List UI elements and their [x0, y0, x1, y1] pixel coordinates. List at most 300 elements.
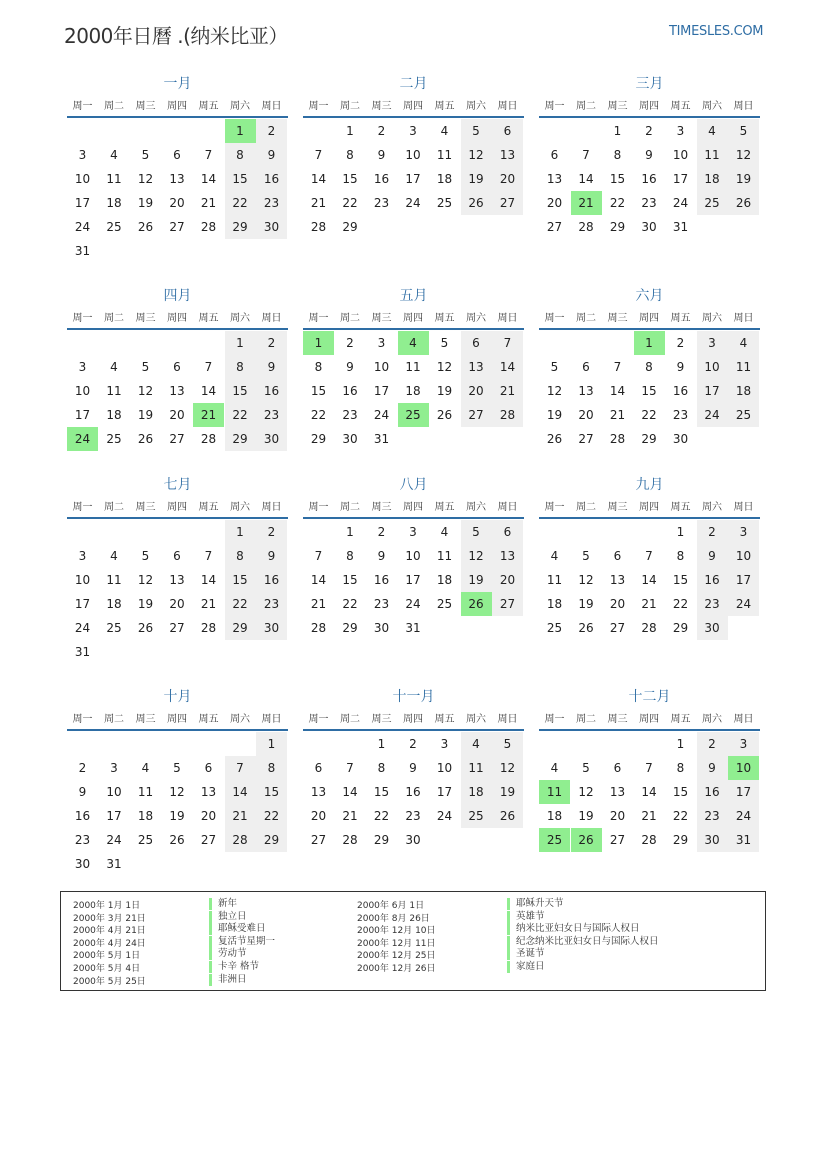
day-cell[interactable]: 14 — [200, 384, 217, 398]
day-cell[interactable]: 24 — [728, 804, 759, 828]
day-cell[interactable]: 26 — [578, 621, 594, 635]
day-cell[interactable]: 29 — [256, 828, 287, 852]
day-cell[interactable]: 11 — [546, 573, 563, 587]
day-cell[interactable]: 2 — [645, 124, 653, 138]
day-cell[interactable]: 14 — [578, 172, 594, 186]
day-cell[interactable]: 9 — [697, 756, 728, 780]
day-cell[interactable]: 18 — [461, 780, 492, 804]
day-cell[interactable]: 28 — [609, 432, 626, 446]
day-cell[interactable]: 15 — [256, 780, 287, 804]
day-cell[interactable]: 13 — [200, 785, 217, 799]
day-cell[interactable]: 5 — [461, 119, 492, 143]
day-cell[interactable]: 27 — [169, 220, 185, 234]
day-cell[interactable]: 16 — [373, 172, 390, 186]
day-cell[interactable]: 13 — [169, 573, 185, 587]
day-cell[interactable]: 10 — [436, 761, 453, 775]
day-cell[interactable]: 15 — [641, 384, 657, 398]
holiday-day-cell[interactable]: 1 — [634, 331, 665, 355]
day-cell[interactable]: 17 — [672, 172, 689, 186]
day-cell[interactable]: 6 — [582, 360, 590, 374]
day-cell[interactable]: 7 — [204, 549, 213, 563]
day-cell[interactable]: 26 — [461, 191, 492, 215]
day-cell[interactable]: 1 — [225, 520, 256, 544]
day-cell[interactable]: 20 — [461, 379, 492, 403]
holiday-day-cell[interactable]: 21 — [193, 403, 224, 427]
day-cell[interactable]: 8 — [346, 148, 354, 162]
day-cell[interactable]: 18 — [436, 573, 453, 587]
day-cell[interactable]: 15 — [609, 172, 626, 186]
day-cell[interactable]: 3 — [728, 732, 759, 756]
day-cell[interactable]: 18 — [137, 809, 154, 823]
day-cell[interactable]: 8 — [377, 761, 386, 775]
day-cell[interactable]: 14 — [609, 384, 626, 398]
day-cell[interactable]: 4 — [440, 124, 449, 138]
day-cell[interactable]: 30 — [342, 432, 358, 446]
day-cell[interactable]: 7 — [314, 148, 323, 162]
day-cell[interactable]: 20 — [609, 597, 626, 611]
day-cell[interactable]: 18 — [106, 196, 122, 210]
day-cell[interactable]: 28 — [310, 220, 327, 234]
day-cell[interactable]: 3 — [409, 124, 417, 138]
day-cell[interactable]: 17 — [728, 568, 759, 592]
day-cell[interactable]: 29 — [225, 616, 256, 640]
holiday-day-cell[interactable]: 26 — [461, 592, 492, 616]
day-cell[interactable]: 6 — [492, 119, 523, 143]
day-cell[interactable]: 24 — [405, 196, 421, 210]
day-cell[interactable]: 3 — [697, 331, 728, 355]
day-cell[interactable]: 4 — [550, 761, 559, 775]
holiday-day-cell[interactable]: 4 — [398, 331, 429, 355]
day-cell[interactable]: 14 — [200, 172, 217, 186]
day-cell[interactable]: 13 — [609, 785, 626, 799]
day-cell[interactable]: 3 — [676, 124, 685, 138]
day-cell[interactable]: 19 — [728, 167, 759, 191]
day-cell[interactable]: 31 — [405, 621, 421, 635]
day-cell[interactable]: 24 — [672, 196, 689, 210]
day-cell[interactable]: 30 — [256, 427, 287, 451]
day-cell[interactable]: 16 — [641, 172, 657, 186]
day-cell[interactable]: 27 — [169, 432, 185, 446]
day-cell[interactable]: 21 — [200, 597, 217, 611]
day-cell[interactable]: 24 — [74, 621, 91, 635]
day-cell[interactable]: 13 — [310, 785, 327, 799]
day-cell[interactable]: 9 — [377, 148, 386, 162]
day-cell[interactable]: 18 — [697, 167, 728, 191]
day-cell[interactable]: 26 — [137, 432, 154, 446]
day-cell[interactable]: 22 — [641, 408, 657, 422]
day-cell[interactable]: 10 — [405, 148, 421, 162]
day-cell[interactable]: 19 — [461, 167, 492, 191]
day-cell[interactable]: 28 — [641, 621, 657, 635]
day-cell[interactable]: 30 — [405, 833, 421, 847]
day-cell[interactable]: 5 — [582, 549, 590, 563]
day-cell[interactable]: 14 — [641, 785, 657, 799]
day-cell[interactable]: 26 — [169, 833, 185, 847]
day-cell[interactable]: 20 — [578, 408, 594, 422]
day-cell[interactable]: 28 — [641, 833, 657, 847]
day-cell[interactable]: 3 — [728, 520, 759, 544]
day-cell[interactable]: 21 — [310, 196, 327, 210]
day-cell[interactable]: 17 — [728, 780, 759, 804]
day-cell[interactable]: 27 — [609, 621, 626, 635]
day-cell[interactable]: 16 — [405, 785, 421, 799]
day-cell[interactable]: 2 — [377, 124, 386, 138]
day-cell[interactable]: 17 — [106, 809, 122, 823]
day-cell[interactable]: 21 — [641, 597, 657, 611]
day-cell[interactable]: 6 — [204, 761, 213, 775]
day-cell[interactable]: 5 — [141, 549, 150, 563]
day-cell[interactable]: 27 — [492, 191, 523, 215]
day-cell[interactable]: 8 — [613, 148, 622, 162]
day-cell[interactable]: 22 — [342, 196, 358, 210]
day-cell[interactable]: 23 — [373, 196, 390, 210]
day-cell[interactable]: 12 — [492, 756, 523, 780]
day-cell[interactable]: 21 — [310, 597, 327, 611]
day-cell[interactable]: 12 — [137, 172, 154, 186]
day-cell[interactable]: 23 — [256, 191, 287, 215]
day-cell[interactable]: 25 — [436, 196, 453, 210]
day-cell[interactable]: 1 — [346, 124, 354, 138]
day-cell[interactable]: 19 — [492, 780, 523, 804]
day-cell[interactable]: 20 — [609, 809, 626, 823]
day-cell[interactable]: 4 — [141, 761, 150, 775]
day-cell[interactable]: 25 — [137, 833, 154, 847]
holiday-day-cell[interactable]: 1 — [225, 119, 256, 143]
day-cell[interactable]: 11 — [461, 756, 492, 780]
day-cell[interactable]: 31 — [672, 220, 689, 234]
day-cell[interactable]: 9 — [256, 143, 287, 167]
day-cell[interactable]: 19 — [461, 568, 492, 592]
day-cell[interactable]: 18 — [405, 384, 421, 398]
day-cell[interactable]: 28 — [492, 403, 523, 427]
day-cell[interactable]: 23 — [373, 597, 390, 611]
day-cell[interactable]: 16 — [74, 809, 91, 823]
day-cell[interactable]: 22 — [609, 196, 626, 210]
holiday-day-cell[interactable]: 24 — [67, 427, 98, 451]
day-cell[interactable]: 17 — [373, 384, 390, 398]
day-cell[interactable]: 15 — [225, 379, 256, 403]
day-cell[interactable]: 16 — [256, 568, 287, 592]
day-cell[interactable]: 26 — [436, 408, 453, 422]
day-cell[interactable]: 9 — [409, 761, 417, 775]
day-cell[interactable]: 8 — [346, 549, 354, 563]
day-cell[interactable]: 16 — [672, 384, 689, 398]
day-cell[interactable]: 18 — [546, 809, 563, 823]
day-cell[interactable]: 21 — [225, 804, 256, 828]
day-cell[interactable]: 12 — [461, 143, 492, 167]
day-cell[interactable]: 18 — [436, 172, 453, 186]
day-cell[interactable]: 20 — [546, 196, 563, 210]
day-cell[interactable]: 16 — [256, 379, 287, 403]
day-cell[interactable]: 2 — [256, 119, 287, 143]
day-cell[interactable]: 7 — [582, 148, 590, 162]
day-cell[interactable]: 5 — [728, 119, 759, 143]
day-cell[interactable]: 16 — [697, 568, 728, 592]
day-cell[interactable]: 23 — [672, 408, 689, 422]
day-cell[interactable]: 27 — [200, 833, 217, 847]
day-cell[interactable]: 19 — [578, 597, 594, 611]
day-cell[interactable]: 4 — [440, 525, 449, 539]
day-cell[interactable]: 12 — [578, 785, 594, 799]
day-cell[interactable]: 24 — [405, 597, 421, 611]
day-cell[interactable]: 22 — [342, 597, 358, 611]
day-cell[interactable]: 23 — [74, 833, 91, 847]
day-cell[interactable]: 31 — [74, 244, 91, 258]
day-cell[interactable]: 25 — [106, 220, 122, 234]
day-cell[interactable]: 11 — [106, 384, 122, 398]
day-cell[interactable]: 1 — [256, 732, 287, 756]
holiday-day-cell[interactable]: 10 — [728, 756, 759, 780]
day-cell[interactable]: 17 — [74, 196, 91, 210]
day-cell[interactable]: 13 — [492, 544, 523, 568]
day-cell[interactable]: 6 — [173, 549, 181, 563]
day-cell[interactable]: 12 — [169, 785, 185, 799]
day-cell[interactable]: 25 — [728, 403, 759, 427]
day-cell[interactable]: 8 — [225, 544, 256, 568]
day-cell[interactable]: 2 — [377, 525, 386, 539]
day-cell[interactable]: 10 — [74, 384, 91, 398]
day-cell[interactable]: 18 — [106, 597, 122, 611]
day-cell[interactable]: 5 — [141, 360, 150, 374]
day-cell[interactable]: 24 — [728, 592, 759, 616]
day-cell[interactable]: 2 — [256, 520, 287, 544]
day-cell[interactable]: 25 — [106, 432, 122, 446]
day-cell[interactable]: 10 — [728, 544, 759, 568]
day-cell[interactable]: 19 — [137, 597, 154, 611]
day-cell[interactable]: 17 — [697, 379, 728, 403]
day-cell[interactable]: 4 — [550, 549, 559, 563]
day-cell[interactable]: 20 — [169, 597, 185, 611]
day-cell[interactable]: 30 — [697, 828, 728, 852]
day-cell[interactable]: 12 — [728, 143, 759, 167]
day-cell[interactable]: 19 — [578, 809, 594, 823]
day-cell[interactable]: 7 — [645, 761, 653, 775]
day-cell[interactable]: 8 — [314, 360, 323, 374]
day-cell[interactable]: 14 — [200, 573, 217, 587]
day-cell[interactable]: 22 — [310, 408, 327, 422]
day-cell[interactable]: 26 — [492, 804, 523, 828]
day-cell[interactable]: 6 — [314, 761, 323, 775]
day-cell[interactable]: 6 — [461, 331, 492, 355]
day-cell[interactable]: 1 — [346, 525, 354, 539]
day-cell[interactable]: 25 — [546, 621, 563, 635]
day-cell[interactable]: 29 — [225, 215, 256, 239]
day-cell[interactable]: 29 — [641, 432, 657, 446]
day-cell[interactable]: 24 — [697, 403, 728, 427]
day-cell[interactable]: 23 — [256, 592, 287, 616]
day-cell[interactable]: 12 — [461, 544, 492, 568]
day-cell[interactable]: 5 — [461, 520, 492, 544]
day-cell[interactable]: 30 — [256, 616, 287, 640]
day-cell[interactable]: 28 — [578, 220, 594, 234]
day-cell[interactable]: 11 — [405, 360, 421, 374]
day-cell[interactable]: 19 — [436, 384, 453, 398]
day-cell[interactable]: 10 — [697, 355, 728, 379]
day-cell[interactable]: 29 — [342, 220, 358, 234]
day-cell[interactable]: 27 — [492, 592, 523, 616]
day-cell[interactable]: 13 — [546, 172, 563, 186]
day-cell[interactable]: 20 — [200, 809, 217, 823]
day-cell[interactable]: 24 — [436, 809, 453, 823]
day-cell[interactable]: 20 — [169, 408, 185, 422]
day-cell[interactable]: 6 — [173, 360, 181, 374]
day-cell[interactable]: 22 — [672, 809, 689, 823]
day-cell[interactable]: 22 — [225, 592, 256, 616]
day-cell[interactable]: 13 — [169, 384, 185, 398]
day-cell[interactable]: 20 — [310, 809, 327, 823]
day-cell[interactable]: 11 — [436, 549, 453, 563]
day-cell[interactable]: 19 — [169, 809, 185, 823]
day-cell[interactable]: 22 — [225, 403, 256, 427]
day-cell[interactable]: 14 — [310, 573, 327, 587]
day-cell[interactable]: 27 — [546, 220, 563, 234]
day-cell[interactable]: 8 — [256, 756, 287, 780]
day-cell[interactable]: 13 — [492, 143, 523, 167]
day-cell[interactable]: 22 — [225, 191, 256, 215]
day-cell[interactable]: 22 — [672, 597, 689, 611]
day-cell[interactable]: 23 — [405, 809, 421, 823]
day-cell[interactable]: 30 — [641, 220, 657, 234]
day-cell[interactable]: 5 — [550, 360, 559, 374]
day-cell[interactable]: 30 — [672, 432, 689, 446]
day-cell[interactable]: 17 — [74, 408, 91, 422]
day-cell[interactable]: 9 — [645, 148, 653, 162]
day-cell[interactable]: 10 — [405, 549, 421, 563]
day-cell[interactable]: 3 — [78, 148, 87, 162]
day-cell[interactable]: 4 — [110, 148, 118, 162]
day-cell[interactable]: 6 — [613, 549, 622, 563]
day-cell[interactable]: 2 — [676, 336, 685, 350]
day-cell[interactable]: 9 — [377, 549, 386, 563]
day-cell[interactable]: 28 — [310, 621, 327, 635]
day-cell[interactable]: 26 — [137, 220, 154, 234]
day-cell[interactable]: 1 — [377, 737, 386, 751]
day-cell[interactable]: 8 — [645, 360, 653, 374]
site-logo[interactable]: TIMESLES.COM — [669, 24, 764, 39]
day-cell[interactable]: 24 — [106, 833, 122, 847]
day-cell[interactable]: 7 — [346, 761, 354, 775]
day-cell[interactable]: 4 — [110, 360, 118, 374]
day-cell[interactable]: 16 — [697, 780, 728, 804]
day-cell[interactable]: 30 — [256, 215, 287, 239]
day-cell[interactable]: 2 — [697, 520, 728, 544]
day-cell[interactable]: 11 — [106, 573, 122, 587]
day-cell[interactable]: 28 — [200, 621, 217, 635]
day-cell[interactable]: 14 — [225, 780, 256, 804]
day-cell[interactable]: 23 — [697, 804, 728, 828]
day-cell[interactable]: 3 — [78, 549, 87, 563]
day-cell[interactable]: 2 — [409, 737, 417, 751]
day-cell[interactable]: 31 — [106, 857, 122, 871]
day-cell[interactable]: 17 — [436, 785, 453, 799]
holiday-day-cell[interactable]: 25 — [539, 828, 570, 852]
day-cell[interactable]: 16 — [342, 384, 358, 398]
day-cell[interactable]: 3 — [110, 761, 118, 775]
day-cell[interactable]: 2 — [697, 732, 728, 756]
holiday-day-cell[interactable]: 21 — [571, 191, 602, 215]
day-cell[interactable]: 22 — [256, 804, 287, 828]
day-cell[interactable]: 3 — [78, 360, 87, 374]
day-cell[interactable]: 10 — [106, 785, 122, 799]
day-cell[interactable]: 15 — [310, 384, 327, 398]
day-cell[interactable]: 28 — [200, 432, 217, 446]
day-cell[interactable]: 22 — [373, 809, 390, 823]
day-cell[interactable]: 7 — [645, 549, 653, 563]
day-cell[interactable]: 31 — [74, 645, 91, 659]
day-cell[interactable]: 7 — [204, 360, 213, 374]
day-cell[interactable]: 23 — [342, 408, 358, 422]
day-cell[interactable]: 27 — [310, 833, 327, 847]
day-cell[interactable]: 2 — [346, 336, 354, 350]
day-cell[interactable]: 9 — [256, 544, 287, 568]
day-cell[interactable]: 10 — [74, 172, 91, 186]
day-cell[interactable]: 21 — [609, 408, 626, 422]
day-cell[interactable]: 29 — [672, 833, 689, 847]
day-cell[interactable]: 30 — [697, 616, 728, 640]
day-cell[interactable]: 30 — [373, 621, 390, 635]
day-cell[interactable]: 25 — [697, 191, 728, 215]
day-cell[interactable]: 8 — [225, 143, 256, 167]
day-cell[interactable]: 9 — [78, 785, 87, 799]
day-cell[interactable]: 24 — [74, 220, 91, 234]
day-cell[interactable]: 1 — [613, 124, 622, 138]
day-cell[interactable]: 3 — [440, 737, 449, 751]
day-cell[interactable]: 16 — [373, 573, 390, 587]
day-cell[interactable]: 26 — [137, 621, 154, 635]
day-cell[interactable]: 5 — [173, 761, 181, 775]
day-cell[interactable]: 24 — [373, 408, 390, 422]
day-cell[interactable]: 12 — [137, 384, 154, 398]
day-cell[interactable]: 1 — [676, 737, 685, 751]
day-cell[interactable]: 13 — [578, 384, 594, 398]
day-cell[interactable]: 7 — [613, 360, 622, 374]
day-cell[interactable]: 13 — [609, 573, 626, 587]
day-cell[interactable]: 16 — [256, 167, 287, 191]
day-cell[interactable]: 11 — [697, 143, 728, 167]
day-cell[interactable]: 5 — [141, 148, 150, 162]
day-cell[interactable]: 9 — [697, 544, 728, 568]
day-cell[interactable]: 20 — [169, 196, 185, 210]
day-cell[interactable]: 23 — [256, 403, 287, 427]
holiday-day-cell[interactable]: 26 — [571, 828, 602, 852]
day-cell[interactable]: 3 — [377, 336, 386, 350]
day-cell[interactable]: 14 — [310, 172, 327, 186]
day-cell[interactable]: 12 — [436, 360, 453, 374]
day-cell[interactable]: 29 — [672, 621, 689, 635]
day-cell[interactable]: 21 — [641, 809, 657, 823]
day-cell[interactable]: 13 — [461, 355, 492, 379]
day-cell[interactable]: 29 — [609, 220, 626, 234]
day-cell[interactable]: 9 — [676, 360, 685, 374]
day-cell[interactable]: 21 — [492, 379, 523, 403]
day-cell[interactable]: 19 — [137, 408, 154, 422]
day-cell[interactable]: 4 — [728, 331, 759, 355]
day-cell[interactable]: 25 — [461, 804, 492, 828]
day-cell[interactable]: 10 — [373, 360, 390, 374]
day-cell[interactable]: 27 — [169, 621, 185, 635]
day-cell[interactable]: 26 — [546, 432, 563, 446]
day-cell[interactable]: 14 — [641, 573, 657, 587]
day-cell[interactable]: 1 — [676, 525, 685, 539]
day-cell[interactable]: 11 — [137, 785, 154, 799]
day-cell[interactable]: 23 — [697, 592, 728, 616]
day-cell[interactable]: 19 — [137, 196, 154, 210]
day-cell[interactable]: 17 — [405, 573, 421, 587]
day-cell[interactable]: 27 — [609, 833, 626, 847]
day-cell[interactable]: 15 — [672, 785, 689, 799]
day-cell[interactable]: 14 — [492, 355, 523, 379]
day-cell[interactable]: 9 — [256, 355, 287, 379]
